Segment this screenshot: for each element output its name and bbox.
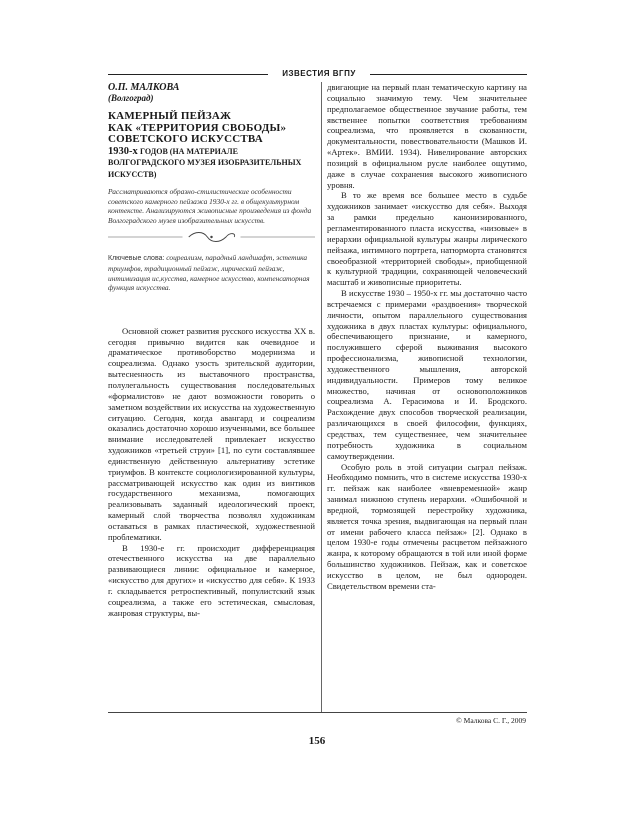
header-rule-right — [370, 74, 527, 75]
article-title-line-2: КАК «ТЕРРИТОРИЯ СВОБОДЫ» — [108, 121, 287, 134]
keywords — [108, 253, 315, 292]
ornament-divider — [108, 230, 315, 244]
column-divider — [321, 82, 322, 712]
footer-rule — [108, 712, 527, 713]
copyright-note: © Малкова С. Г., 2009 — [456, 716, 526, 725]
header-rule-left — [108, 74, 268, 75]
author-name: О.П. МАЛКОВА — [108, 82, 180, 93]
subtitle-years: 1930-х — [108, 145, 138, 157]
keywords-text: соцреализм, парадный ландшафт, эстетика триумфов, традиционный пейзаж, лирический пейзаж, интимизация ис,кусства, камерное искусство, компенсаторная функция искусства. — [108, 253, 310, 293]
journal-title: ИЗВЕСТИЯ ВГПУ — [282, 69, 356, 78]
article-title-line-3: СОВЕТСКОГО ИСКУССТВА — [108, 133, 263, 145]
body-paragraph: Особую роль в этой ситуации сыграл пейзаж. Необходимо помнить, что в системе искусства 1930-х гг. пейзаж как наиболее «вневременной» жанр занимал нижнюю ступень иерархии. «Ошибочной и вредной, тормозящей перестройку художника, является точка зрения, выдвигающая на первый план от имени рабочего класса пейзаж» [2]. Однако в целом 1930-е годы отмечены расцветом пейзажного жанра, к которому обращаются в той или иной форме большинство художников. Пейзаж, как и советское искусство в целом, не был однороден. Свидетельством времени ста- — [327, 461, 527, 591]
article-subtitle — [108, 146, 315, 181]
left-column — [108, 82, 315, 619]
author-affiliation: (Волгоград) — [108, 93, 154, 103]
body-paragraph: В 1930-е гг. происходит дифференциация отечественного искусства на две параллельно развивающиеся линии: официальное и камерное, «искусство для других» и «искусство для себя». К 1933 г. складывается ретроспективный, популистский язык соцреализма, а также его эстетическая, смысловая, жанровая структуры, вы- — [108, 542, 315, 618]
article-title-line-1: КАМЕРНЫЙ ПЕЙЗАЖ — [108, 110, 232, 122]
body-paragraph: двигающие на первый план тематическую картину на социально значимую тему. Чем значительнее предполагаемое общественное звучание работы, тем явственнее попытки соответствия требованиям соцреализма, что проявляется в скованности, документальности, повествовательности (Машков И. «Артек». ВМИИ. 1934). Нивелирование авторских позиций в официальном русле наиболее ощутимо, даже в случае сохранения высокого живописного уровня. — [327, 82, 527, 190]
body-paragraph: В то же время все большее место в судьбе художников занимает «искусство для себя». Выходя за рамки предельно канонизированного, регламентированного пласта искусства, «низовые» в иерархии официальной культуры жанры лирического пейзажа, интимного портрета, натюрморта становятся своеобразной «территорией свободы», приобщенной к культурной традиции, сохраняющей человеческий масштаб и живописные приоритеты. — [327, 190, 527, 288]
page-number: 156 — [308, 735, 326, 747]
subtitle-text: ГОДОВ (НА МАТЕРИАЛЕ ВОЛГОГРАДСКОГО МУЗЕЯ ИЗОБРАЗИТЕЛЬНЫХ ИСКУССТВ) — [108, 146, 302, 179]
body-paragraph: Основной сюжет развития русского искусства ХХ в. сегодня привычно видится как очевидное и драматическое противоборство модернизма и соцреализма. Однако узость зрительской аудитории, вытесненность из выставочного пространства, полулегальность существования последовательных «формалистов» не дают возможности говорить о заметном воздействии их искусства на художественную ситуацию. Сегодня, когда авангард и соцреализм оказались достаточно хорошо изученными, все большее внимание исследователей привлекает искусство художников «третьей струи» [1], по сути составлявшее единственную действенную альтернативу эстетике триумфов. В контексте социологизированной культуры, рассматривающей искусство как один из винтиков государственного механизма, помогающих реализовывать заданный идеологический проект, камерный слой творчества позволял художникам оставаться в рамках пластической, художественной проблематики. — [108, 325, 315, 542]
body-paragraph: В искусстве 1930 – 1950-х гг. мы достаточно часто встречаемся с примерами «раздвоения» творческой личности, опытом параллельного существования художника в двух пластах культуры: официального, обеспечивающего признание, и камерного, послужившего сферой выживания высокого профессионализма, живописной технологии, художественного мышления, авторской индивидуальности. Примеров тому великое множество, начиная от основоположников соцреализма А. Герасимова и И. Бродского. Расхождение двух способов творческой реализации, различающихся в своей философии, функциях, средствах, тем существеннее, чем значительнее потребность художника в социальном самоутверждении. — [327, 288, 527, 461]
keywords-label: Ключевые слова: — [108, 255, 165, 263]
right-column — [327, 82, 527, 592]
abstract: Рассматриваются образно-стилистические особенности советского камерного пейзажа 1930-х гг. в общекультурном контексте. Анализируются живописные произведения из фонда Волгоградского музея изобразительных искусств. — [108, 187, 312, 225]
